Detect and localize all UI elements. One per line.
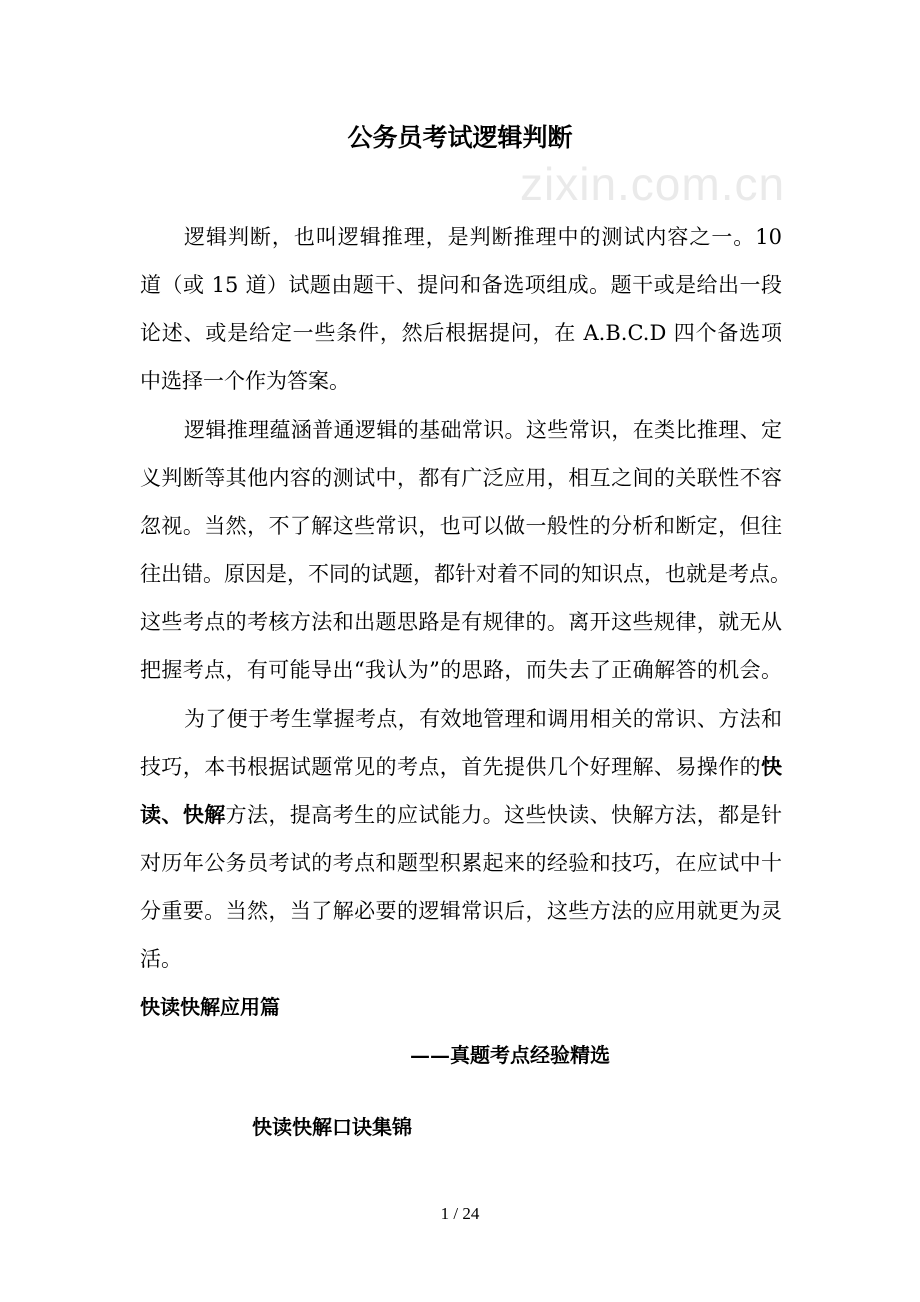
text-line: 对历年公务员考试的考点和题型积累起来的经验和技巧，在应试中十: [140, 851, 782, 875]
text-line: 把握考点，有可能导出“我认为”的思路，而失去了正确解答的机会。: [140, 658, 782, 682]
text-segment: 方法，提高考生的应试能力。这些快读、快解方法，都是针: [225, 803, 782, 827]
text-line: [140, 801, 782, 829]
text-line: 中选择一个作为答案。: [140, 369, 350, 393]
subsection-heading: 快读快解口诀集锦: [252, 1115, 412, 1139]
text-line: 这些考点的考核方法和出题思路是有规律的。离开这些规律，就无从: [140, 610, 782, 634]
text-line: 分重要。当然，当了解必要的逻辑常识后，这些方法的应用就更为灵: [140, 899, 782, 923]
section-heading: 快读快解应用篇: [140, 995, 280, 1019]
watermark: zixin.com.cn: [520, 158, 786, 210]
text-line: 论述、或是给定一些条件，然后根据提问，在 A.B.C.D 四个备选项: [140, 321, 782, 345]
text-line: 逻辑推理蕴涵普通逻辑的基础常识。这些常识，在类比推理、定: [184, 418, 782, 442]
bold-text: 读、快解: [140, 802, 226, 827]
text-line: 逻辑判断，也叫逻辑推理，是判断推理中的测试内容之一。10: [184, 225, 782, 249]
document-title: 公务员考试逻辑判断: [347, 123, 573, 152]
text-line: 义判断等其他内容的测试中，都有广泛应用，相互之间的关联性不容: [140, 466, 782, 490]
section-subtitle: ——真题考点经验精选: [410, 1043, 610, 1067]
text-line: 往出错。原因是，不同的试题，都针对着不同的知识点，也就是考点。: [140, 562, 791, 586]
text-line: 为了便于考生掌握考点，有效地管理和调用相关的常识、方法和: [184, 707, 782, 731]
bold-text: 快: [761, 754, 782, 779]
page-number: 1 / 24: [440, 1204, 480, 1223]
text-line: [140, 753, 782, 781]
text-segment: 技巧，本书根据试题常见的考点，首先提供几个好理解、易操作的: [140, 755, 761, 779]
text-line: 道（或 15 道）试题由题干、提问和备选项组成。题干或是给出一段: [140, 273, 782, 297]
text-line: 忽视。当然，不了解这些常识，也可以做一般性的分析和断定，但往: [140, 514, 782, 538]
text-line: 活。: [140, 947, 182, 971]
